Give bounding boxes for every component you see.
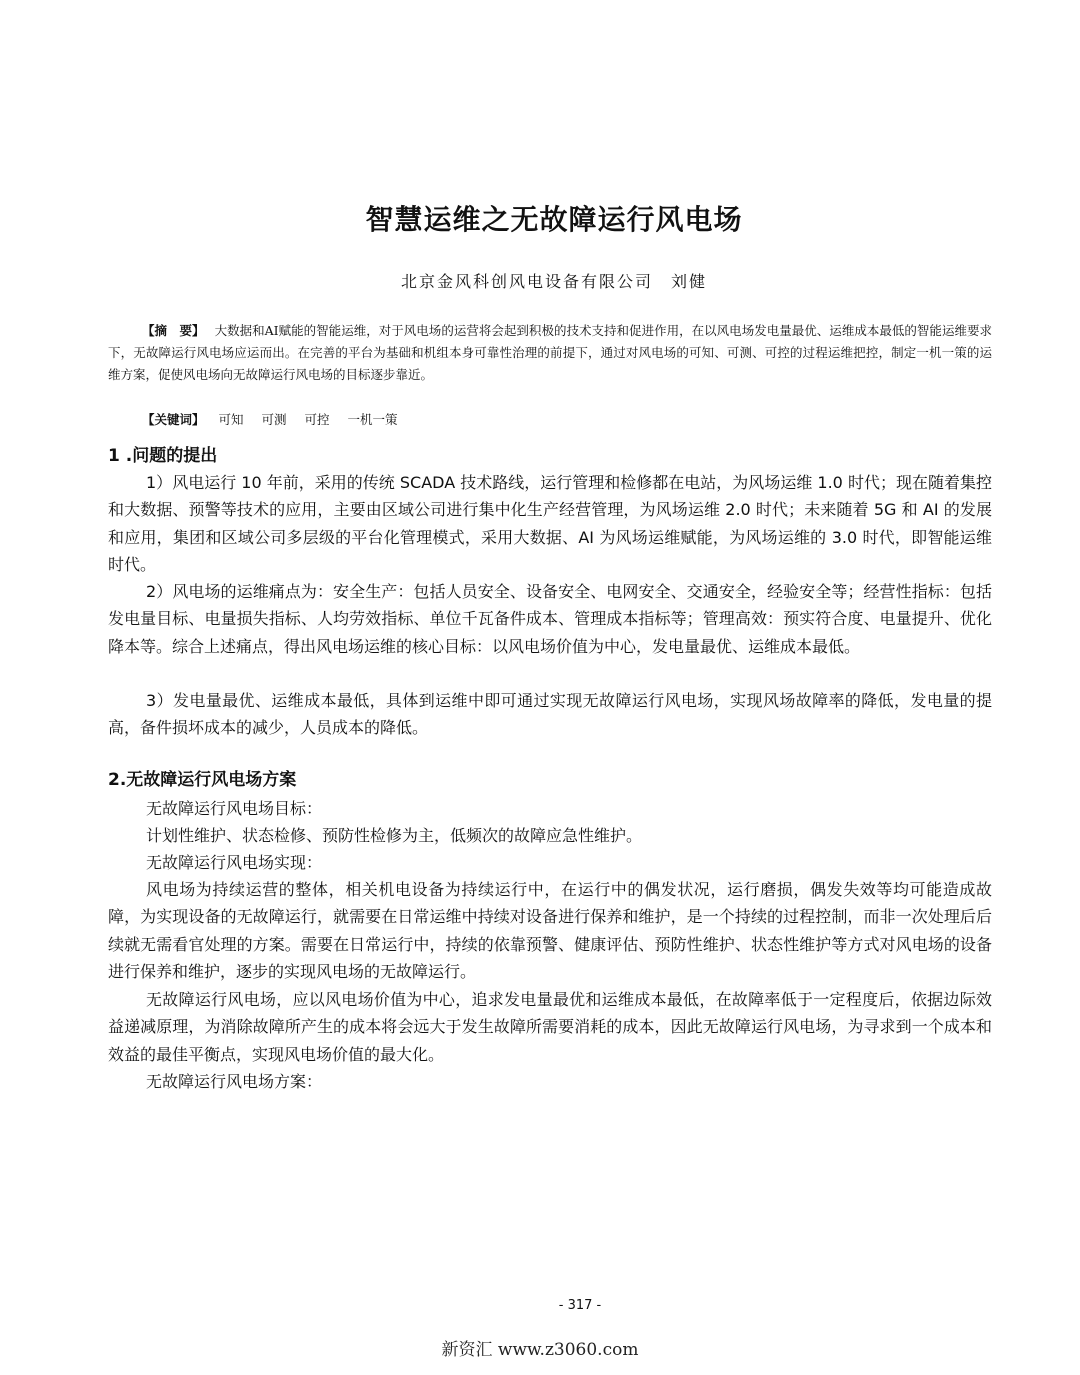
- abstract-text: 大数据和AI赋能的智能运维，对于风电场的运营将会起到积极的技术支持和促进作用，在以风电场发电量最优、运维成本最低的智能运维要求下，无故障运行风电场应运而出。在完善的平台为基础和机组本身可靠性治理的前提下，通过对风电场的可知、可测、可控的过程运维把控，制定一机一策的运维方案，促使风电场向无故障运行风电场的目标逐步靠近。: [108, 323, 992, 382]
- section-1-paragraph-2: 2）风电场的运维痛点为：安全生产：包括人员安全、设备安全、电网安全、交通安全，经验安全等；经营性指标：包括发电量目标、电量损失指标、人均劳效指标、单位千瓦备件成本、管理成本指标等；管理高效：预实符合度、电量提升、优化降本等。综合上述痛点，得出风电场运维的核心目标：以风电场价值为中心，发电量最优、运维成本最低。: [108, 582, 992, 656]
- author-line: 北京金风科创风电设备有限公司 刘健: [400, 272, 707, 291]
- keyword: 一机一策: [347, 412, 398, 427]
- section-1-heading: 1 .问题的提出: [108, 446, 218, 466]
- keyword: 可知: [218, 412, 244, 427]
- section-2-paragraph-6: 无故障运行风电场方案：: [146, 1072, 323, 1091]
- section-2-paragraph-2: 计划性维护、状态检修、预防性检修为主，低频次的故障应急性维护。: [146, 826, 643, 845]
- section-1-paragraph-3: 3）发电量最优、运维成本最低，具体到运维中即可通过实现无故障运行风电场，实现风场故障率的降低，发电量的提高，备件损坏成本的减少，人员成本的降低。: [108, 691, 992, 738]
- keyword: 可测: [261, 412, 287, 427]
- section-2-paragraph-3: 无故障运行风电场实现：: [146, 853, 323, 872]
- section-2-paragraph-5: 无故障运行风电场，应以风电场价值为中心，追求发电量最优和运维成本最低，在故障率低于一定程度后，依据边际效益递减原理，为消除故障所产生的成本将会远大于发生故障所需要消耗的成本，因此无故障运行风电场，为寻求到一个成本和效益的最佳平衡点，实现风电场价值的最大化。: [108, 990, 992, 1064]
- watermark: 新资汇 www.z3060.com: [441, 1340, 639, 1360]
- keywords: [142, 409, 992, 431]
- paper-title: 智慧运维之无故障运行风电场: [365, 203, 743, 236]
- section-2-paragraph-1: 无故障运行风电场目标：: [146, 799, 323, 818]
- keyword: 可控: [304, 412, 330, 427]
- abstract-label: 【摘 要】: [142, 323, 205, 338]
- section-2-heading: 2.无故障运行风电场方案: [108, 770, 297, 790]
- section-1-paragraph-1: 1）风电运行 10 年前，采用的传统 SCADA 技术路线，运行管理和检修都在电站，为风场运维 1.0 时代；现在随着集控和大数据、预警等技术的应用，主要由区域公司进行集中化生产经营管理，为风场运维 2.0 时代；未来随着 5G 和 AI 的发展和应用，集团和区域公司多层级的平台化管理模式，采用大数据、AI 为风场运维赋能，为风场运维的 3.0 时代，即智能运维时代。: [108, 473, 992, 574]
- section-2-paragraph-4: 风电场为持续运营的整体，相关机电设备为持续运行中，在运行中的偶发状况，运行磨损，偶发失效等均可能造成故障，为实现设备的无故障运行，就需要在日常运维中持续对设备进行保养和维护，是一个持续的过程控制，而非一次处理后后续就无需看官处理的方案。需要在日常运行中，持续的依靠预警、健康评估、预防性维护、状态性维护等方式对风电场的设备进行保养和维护，逐步的实现风电场的无故障运行。: [108, 880, 992, 981]
- keywords-label: 【关键词】: [142, 412, 205, 427]
- page-number: - 317 -: [558, 1298, 602, 1313]
- abstract: [108, 320, 992, 386]
